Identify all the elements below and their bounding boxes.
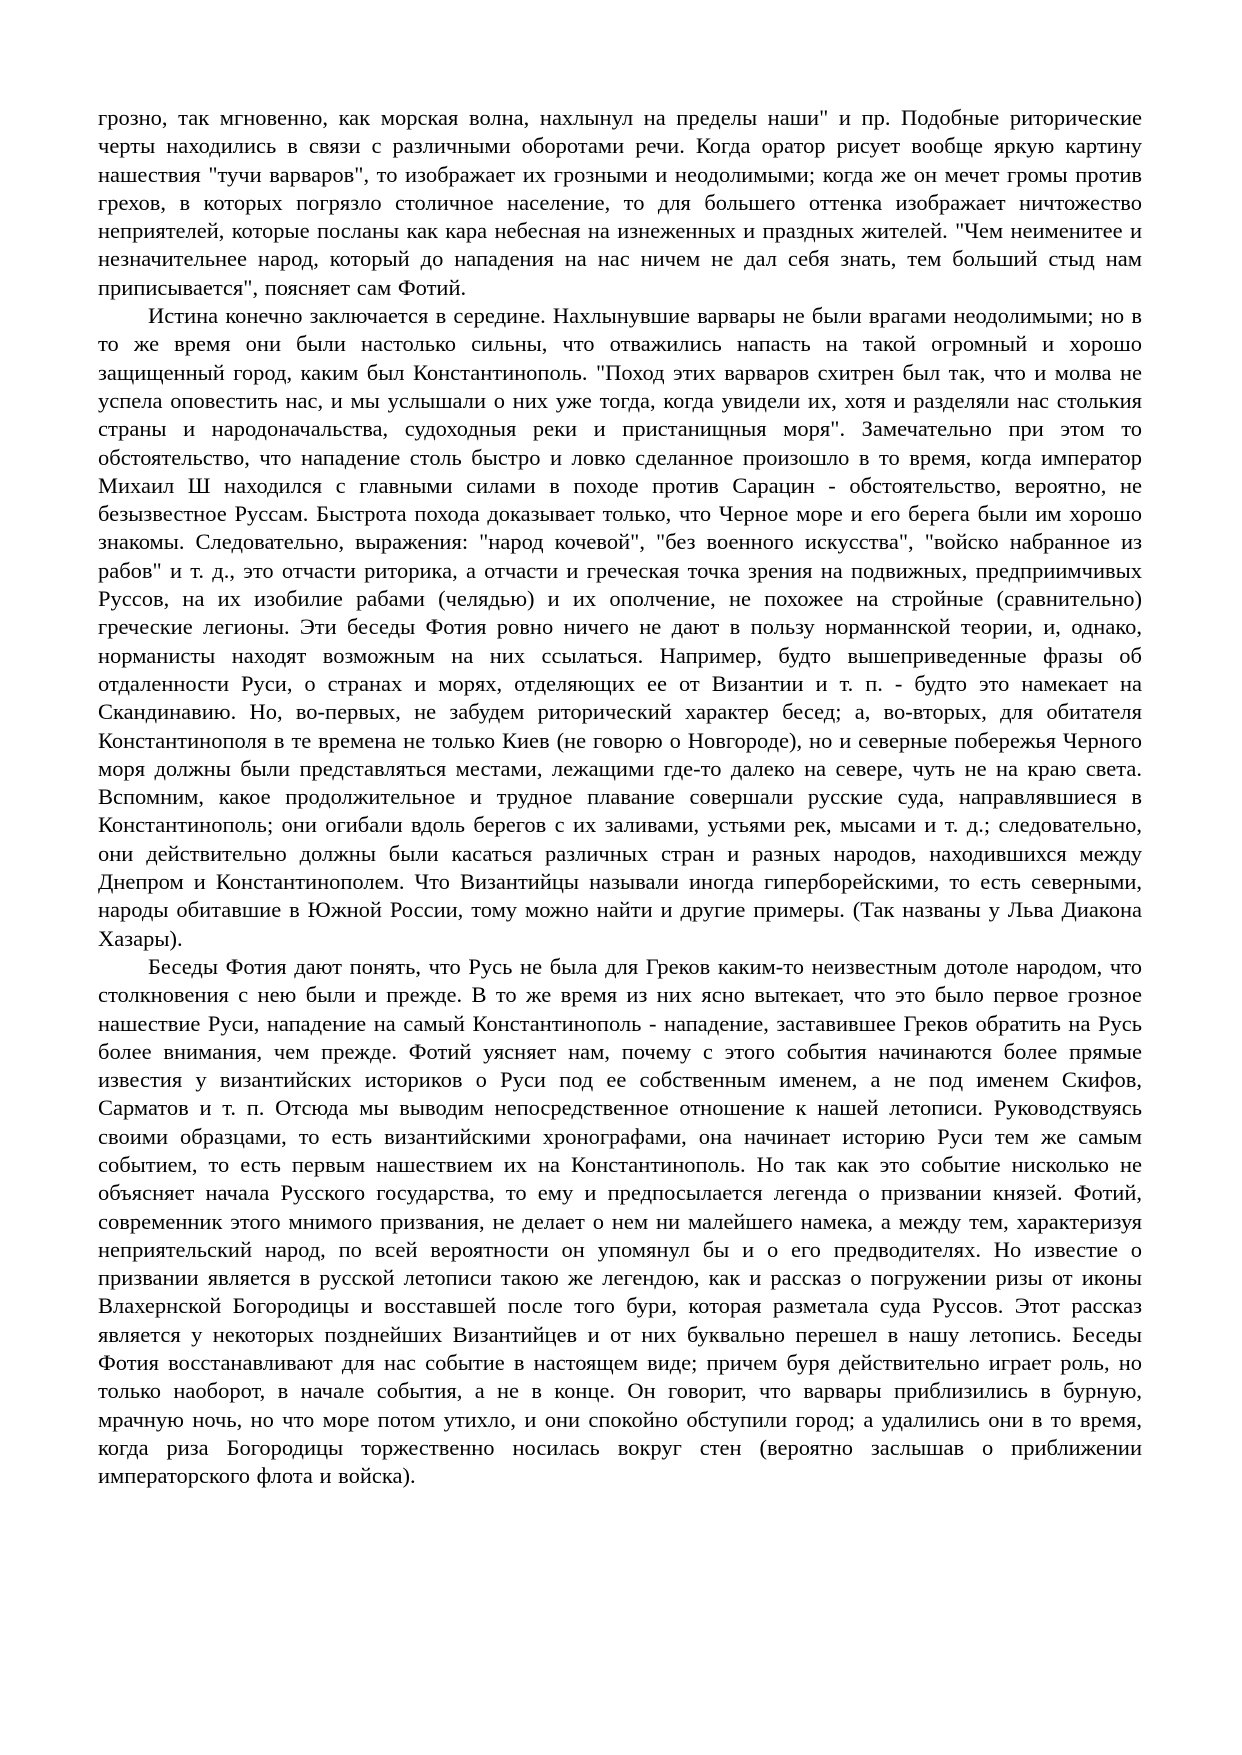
- paragraph: Беседы Фотия дают понять, что Русь не была для Греков каким-то неизвестным дотоле народом, что столкновения с нею были и прежде. В то же время из них ясно вытекает, что это было первое грозное нашествие Руси, нападение на самый Константинополь - нападение, заставившее Греков обратить на Русь более внимания, чем прежде. Фотий уясняет нам, почему с этого события начинаются более прямые известия у византийских историков о Руси под ее собственным именем, а не под именем Скифов, Сарматов и т. п. Отсюда мы выводим непосредственное отношение к нашей летописи. Руководствуясь своими образцами, то есть византийскими хронографами, она начинает историю Руси тем же самым событием, то есть первым нашествием их на Константинополь. Но так как это событие нисколько не объясняет начала Русского государства, то ему и предпосылается легенда о призвании князей. Фотий, современник этого мнимого призвания, не делает о нем ни малейшего намека, а между тем, характеризуя неприятельский народ, по всей вероятности он упомянул бы и о его предводителях. Но известие о призвании является в русской летописи такою же легендою, как и рассказ о погружении ризы от иконы Влахернской Богородицы и восставшей после того бури, которая разметала суда Руссов. Этот рассказ является у некоторых позднейших Византийцев и от них буквально перешел в нашу летопись. Беседы Фотия восстанавливают для нас событие в настоящем виде; причем буря действительно играет роль, но только наоборот, в начале события, а не в конце. Он говорит, что варвары приблизились в бурную, мрачную ночь, но что море потом утихло, и они спокойно обступили город; а удалились они в то время, когда риза Богородицы торжественно носилась вокруг стен (вероятно заслышав о приближении императорского флота и войска).: [98, 953, 1142, 1489]
- paragraph-continuation: грозно, так мгновенно, как морская волна, нахлынул на пределы наши" и пр. Подобные риторические черты находились в связи с различными оборотами речи. Когда оратор рисует вообще яркую картину нашествия "тучи варваров", то изображает их грозными и неодолимыми; когда же он мечет громы против грехов, в которых погрязло столичное население, то для большего оттенка изображает ничтожество неприятелей, которые посланы как кара небесная на изнеженных и праздных жителей. "Чем неименитее и незначительнее народ, который до нападения на нас ничем не дал себя знать, тем больший стыд нам приписывается", поясняет сам Фотий.: [98, 105, 1142, 300]
- text-block: [98, 104, 1142, 1491]
- paragraph: Истина конечно заключается в середине. Нахлынувшие варвары не были врагами неодолимыми; но в то же время они были настолько сильны, что отважились напасть на такой огромный и хорошо защищенный город, каким был Константинополь. "Поход этих варваров схитрен был так, что и молва не успела оповестить нас, и мы услышали о них уже тогда, когда увидели их, хотя и разделяли нас столькия страны и народоначальства, судоходныя реки и пристанищныя моря". Замечательно при этом то обстоятельство, что нападение столь быстро и ловко сделанное произошло в то время, когда император Михаил Ш находился с главными силами в походе против Сарацин - обстоятельство, вероятно, не безызвестное Руссам. Быстрота похода доказывает только, что Черное море и его берега были им хорошо знакомы. Следовательно, выражения: "народ кочевой", "без военного искусства", "войско набранное из рабов" и т. д., это отчасти риторика, а отчасти и греческая точка зрения на подвижных, предприимчивых Руссов, на их изобилие рабами (челядью) и их ополчение, не похожее на стройные (сравнительно) греческие легионы. Эти беседы Фотия ровно ничего не дают в пользу норманнской теории, и, однако, норманисты находят возможным на них ссылаться. Например, будто вышеприведенные фразы об отдаленности Руси, о странах и морях, отделяющих ее от Византии и т. п. - будто это намекает на Скандинавию. Но, во-первых, не забудем риторический характер бесед; а, во-вторых, для обитателя Константинополя в те времена не только Киев (не говорю о Новгороде), но и северные побережья Черного моря должны были представляться местами, лежащими где-то далеко на севере, чуть не на краю света. Вспомним, какое продолжительное и трудное плавание совершали русские суда, направлявшиеся в Константинополь; они огибали вдоль берегов с их заливами, устьями рек, мысами и т. д.; следовательно, они действительно должны были касаться различных стран и разных народов, находившихся между Днепром и Константинополем. Что Византийцы называли иногда гиперборейскими, то есть северными, народы обитавшие в Южной России, тому можно найти и другие примеры. (Так названы у Льва Диакона Хазары).: [98, 303, 1142, 951]
